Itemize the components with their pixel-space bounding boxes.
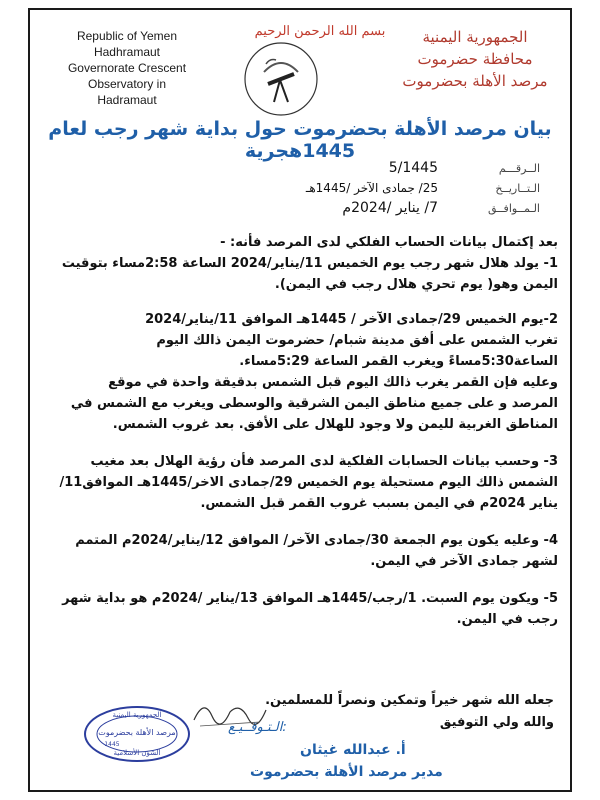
meta-date-label: الـتــاريــخ [495, 181, 540, 195]
p3-line: يناير 2024م في اليمن بسبب غروب القمر قبل الشمس. [200, 496, 558, 511]
document-meta [240, 158, 540, 218]
en-line: Republic of Yemen [76, 29, 178, 43]
p4-line: 4- وعليه يكون يوم الجمعة 30/جمادى الآخر/ الموافق 12/يناير/2024م المتمم [75, 533, 558, 548]
meta-equiv-label: الـمــوافــق [487, 201, 540, 215]
ar-line: محافظة حضرموت [417, 50, 533, 68]
signatory-name: أ. عبدالله غيثان [300, 742, 406, 758]
english-letterhead [52, 28, 202, 108]
en-line: Hadhramaut [93, 45, 161, 59]
p4-line: لشهر جمادى الآخر في اليمن. [370, 554, 558, 569]
meta-date-row [240, 178, 540, 198]
p2-line: المرصد و على جميع مناطق اليمن الشرقية والوسطى ويغرب مع الشمس في [70, 396, 558, 411]
svg-text:الجمهورية اليمنية: الجمهورية اليمنية [112, 711, 162, 719]
observatory-logo-icon [236, 34, 326, 124]
p3-line: الشمس ذالك اليوم مستحيلة يوم الخميس 29/جمادى الاخر/1445هـ الموافق11/ [59, 475, 558, 490]
meta-equiv-row [240, 198, 540, 218]
p1-line: 1- يولد هلال شهر رجب يوم الخميس 11/يناير/2024 الساعة 2:58مساء بتوقيت [61, 256, 558, 271]
svg-text:مرصد الأهلة بحضرموت: مرصد الأهلة بحضرموت [98, 728, 176, 737]
ar-line: الجمهورية اليمنية [422, 28, 528, 46]
en-line: Observatory in [87, 77, 167, 91]
p2-line: تغرب الشمس على أفق مدينة شبام/ حضرموت اليمن ذالك اليوم [156, 333, 558, 348]
p2-line: 2-يوم الخميس 29/جمادى الآخر / 1445هـ الموافق 11/يناير/2024 [145, 312, 558, 327]
p5-line: رجب في اليمن. [456, 612, 558, 627]
meta-equiv-value: 7/ يناير /2024م [342, 200, 438, 216]
p2-line: المناطق الغربية لليمن ولا وجود للهلال على الأفق. بعد غروب الشمس. [112, 417, 558, 432]
meta-number-row [240, 158, 540, 178]
en-line: Governorate Crescent [67, 61, 187, 75]
document-body [48, 232, 558, 630]
p1-line: اليمن وهو( يوم تحري هلال رجب في اليمن). [274, 277, 558, 292]
document-title: بيان مرصد الأهلة بحضرموت حول بداية شهر رجب لعام 1445هجرية [48, 118, 552, 162]
intro-line: بعد إكتمال بيانات الحساب الفلكي لدى المرصد فأنه: - [220, 235, 558, 250]
arabic-letterhead [390, 26, 560, 92]
svg-text:1445: 1445 [104, 741, 120, 748]
ar-line: مرصد الأهلة بحضرموت [402, 72, 548, 90]
closing-line: جعله الله شهر خيراً وتمكين ونصراً للمسلمين. [265, 693, 554, 708]
signature-label: الـتـوقــيـع: [228, 720, 287, 735]
meta-date-value: 25/ جمادى الآخر /1445هـ [305, 181, 438, 195]
p2-line: الساعة5:30مساءً ويغرب القمر الساعة 5:29مساء. [239, 354, 558, 369]
p5-line: 5- ويكون يوم السبت. 1/رجب/1445هـ الموافق 13/يناير /2024م هو بداية شهر [62, 591, 558, 606]
p2-line: وعليه فإن القمر يغرب ذالك اليوم قبل الشمس بدقيقة واحدة في موقع [108, 375, 558, 390]
p3-line: 3- وحسب بيانات الحسابات الفلكية لدى المرصد فأن رؤية الهلال بعد مغيب [90, 454, 558, 469]
closing-line: والله ولي التوفيق [439, 715, 554, 730]
meta-number-label: الــرقـــم [498, 161, 540, 175]
en-line: Hadramaut [97, 93, 157, 107]
closing-block [265, 690, 554, 734]
signatory-title: مدير مرصد الأهلة بحضرموت [250, 764, 443, 780]
svg-text:الشؤن الأسلامية: الشؤن الأسلامية [113, 749, 161, 757]
meta-number-value: 5/1445 [388, 160, 438, 176]
basmala: بسم الله الرحمن الرحيم [254, 24, 386, 39]
official-stamp-icon [82, 704, 192, 764]
